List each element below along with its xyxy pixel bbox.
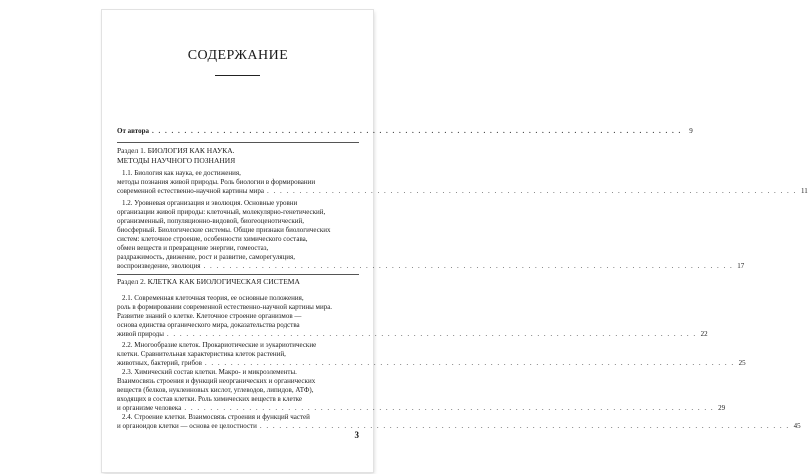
entry-line: организменный, популяционно-видовой, биогеоценотический, — [117, 217, 305, 225]
entry-line: входящих в состав клетки. Роль химических веществ в клетке — [117, 395, 302, 403]
entry-line: методы познания живой природы. Роль биологии в формировании — [117, 178, 316, 186]
toc-entry-2-1 — [117, 294, 708, 339]
section-2-heading — [117, 277, 359, 287]
section-divider — [117, 274, 359, 275]
toc-entry-1-2 — [117, 199, 745, 271]
entry-line: организации живой природы: клеточный, молекулярно-генетический, — [117, 208, 326, 216]
entry-line: современной естественно-научной картины мира — [117, 187, 264, 195]
title-rule — [215, 75, 260, 76]
entry-line: биосферный. Биологические системы. Общие признаки биологических — [117, 226, 331, 234]
entry-page: 29 — [718, 404, 726, 412]
toc-entry-2-2 — [117, 341, 746, 368]
entry-line: роль в формировании современной естественно-научной картины мира. — [117, 303, 333, 311]
toc-entry-1-1 — [117, 169, 808, 196]
entry-line: и организме человека — [117, 404, 182, 412]
entry-line: раздражимость, движение, рост и развитие, саморегуляция, — [117, 253, 296, 261]
entry-line: систем: клеточное строение, особенности химического состава, — [117, 235, 308, 243]
entry-line: Развитие знаний о клетке. Клеточное строение организмов — — [117, 312, 302, 320]
entry-line: клетки. Сравнительная характеристика клеток растений, — [117, 350, 286, 358]
entry-line: 2.4. Строение клетки. Взаимосвязь строения и функций частей — [122, 413, 310, 421]
entry-line: животных, бактерий, грибов — [117, 359, 202, 367]
leader-dots — [203, 262, 733, 271]
leader-dots — [260, 422, 790, 431]
entry-line: 2.2. Многообразие клеток. Прокариотические и эукариотические — [122, 341, 317, 349]
toc-entry-2-4 — [117, 413, 801, 431]
toc-entry-from-author — [117, 127, 693, 136]
page-title: СОДЕРЖАНИЕ — [187, 48, 289, 63]
entry-page: 45 — [793, 422, 801, 430]
section-heading-line: МЕТОДЫ НАУЧНОГО ПОЗНАНИЯ — [117, 156, 236, 165]
section-heading-line: Раздел 2. КЛЕТКА КАК БИОЛОГИЧЕСКАЯ СИСТЕМА — [117, 277, 300, 286]
entry-line: 2.1. Современная клеточная теория, ее основные положения, — [122, 294, 304, 302]
leader-dots — [205, 359, 735, 368]
leader-dots — [167, 330, 697, 339]
entry-page: 11 — [801, 187, 808, 195]
entry-line: живой природы — [117, 330, 164, 338]
entry-line: Взаимосвязь строения и функций неорганических и органических — [117, 377, 316, 385]
entry-line: обмен веществ и превращение энергии, гомеостаз, — [117, 244, 269, 252]
entry-line: 1.2. Уровневая организация и эволюция. Основные уровни — [122, 199, 298, 207]
entry-line: воспроизведение, эволюция — [117, 262, 201, 270]
section-divider — [117, 142, 359, 143]
entry-label: От автора — [117, 127, 149, 135]
entry-page: 9 — [689, 127, 693, 135]
leader-dots — [152, 127, 682, 136]
entry-page: 25 — [738, 359, 746, 367]
entry-page: 17 — [737, 262, 745, 270]
leader-dots — [267, 187, 797, 196]
entry-page: 22 — [700, 330, 708, 338]
section-heading-line: Раздел 1. БИОЛОГИЯ КАК НАУКА. — [117, 146, 235, 155]
book-page — [102, 10, 808, 472]
section-1-heading — [117, 146, 359, 166]
entry-line: 2.3. Химический состав клетки. Макро- и микроэлементы. — [122, 368, 297, 376]
leader-dots — [184, 404, 714, 413]
entry-line: веществ (белков, нуклеиновых кислот, углеводов, липидов, АТФ), — [117, 386, 314, 394]
entry-line: и органоидов клетки — основа ее целостности — [117, 422, 257, 430]
toc-entry-2-3 — [117, 368, 726, 413]
entry-line: основа единства органического мира, доказательства родства — [117, 321, 300, 329]
page-number: 3 — [354, 430, 359, 440]
entry-line: 1.1. Биология как наука, ее достижения, — [122, 169, 241, 177]
toc-content — [117, 10, 808, 472]
